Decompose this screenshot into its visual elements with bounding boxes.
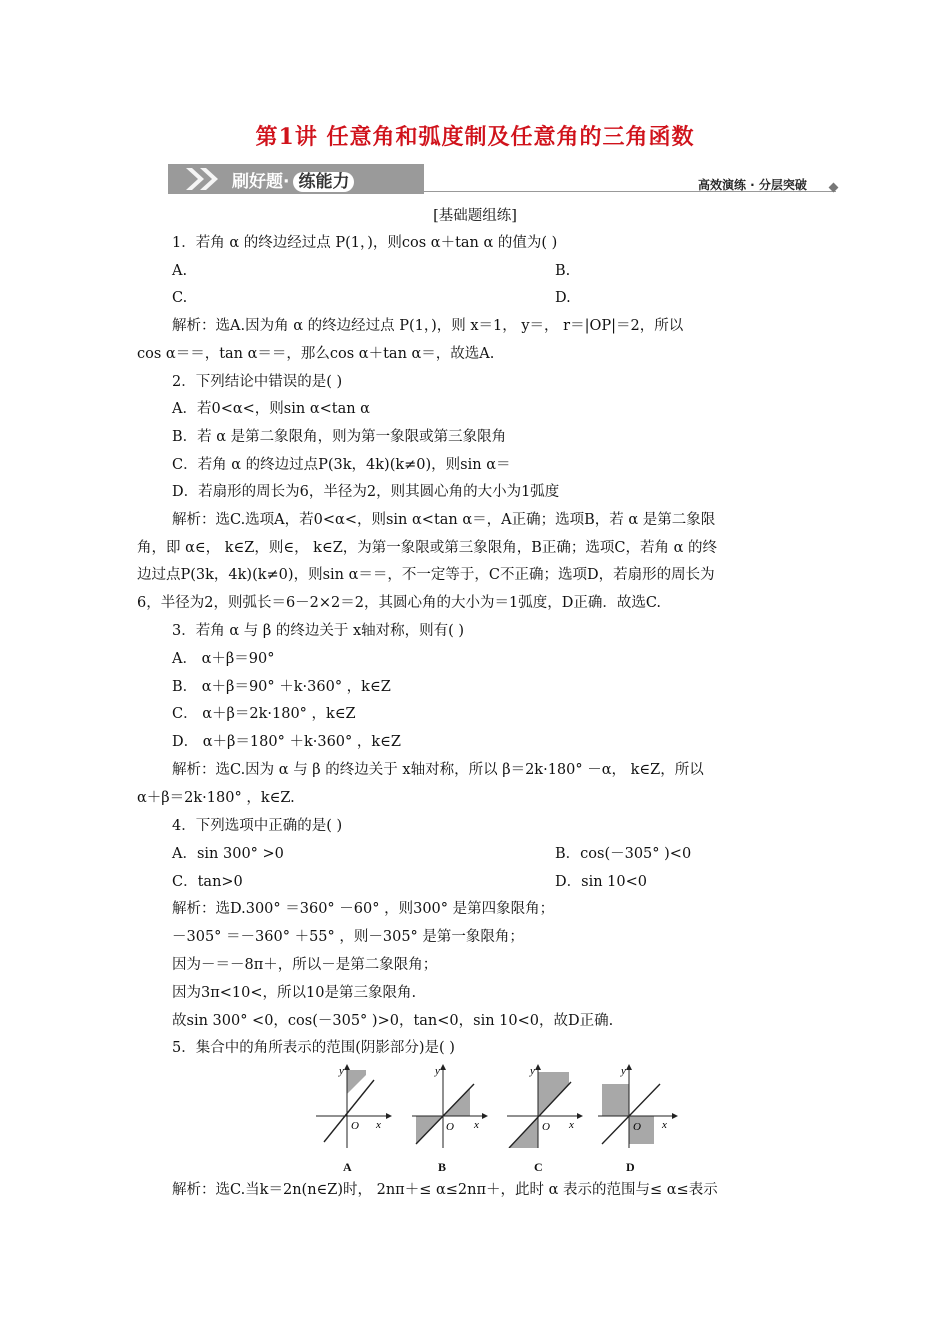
shaded-region [347, 1070, 366, 1094]
figure-b-label: B [438, 1160, 447, 1174]
origin-label: O [633, 1121, 641, 1133]
origin-label: O [351, 1120, 359, 1132]
question-2-stem: 2．下列结论中错误的是( ) [172, 374, 343, 390]
q3-option-a: A． α＋β＝90° [172, 651, 275, 667]
origin-label: O [446, 1121, 454, 1133]
arrow-icon [626, 1064, 632, 1070]
arrow-icon [672, 1113, 678, 1119]
q1-option-b: B. [555, 263, 571, 279]
q4-solution-line-4: 因为3π<10<，所以10是第三象限角. [172, 985, 417, 1001]
q2-option-b: B．若 α 是第二象限角，则为第一象限或第三象限角 [172, 429, 507, 445]
q3-solution-line-2: α＋β＝2k·180° ，k∈Z. [137, 790, 295, 806]
figure-a-label: A [343, 1160, 352, 1174]
q4-option-b: B．cos(－305° )<0 [555, 846, 692, 862]
figure-c-label: C [534, 1160, 543, 1174]
x-label: x [474, 1119, 479, 1131]
figure-c-diagram [505, 1064, 583, 1148]
figure-d-label: D [626, 1160, 635, 1174]
q4-option-d: D．sin 10<0 [555, 874, 647, 890]
q2-solution-line-1: 解析：选C.选项A，若0<α<，则sin α<tan α＝，A正确；选项B，若 α 是第二象限 [172, 512, 716, 528]
origin-label: O [542, 1121, 550, 1133]
page-title: 第1讲 任意角和弧度制及任意角的三角函数 [255, 124, 695, 150]
question-4-stem: 4．下列选项中正确的是( ) [172, 818, 343, 834]
q1-option-a: A. [172, 263, 188, 279]
q4-solution-line-3: 因为－＝－8π＋，所以－是第二象限角； [172, 957, 438, 973]
y-label: y [339, 1065, 344, 1077]
arrow-icon [344, 1064, 350, 1070]
figure-b-diagram [410, 1064, 488, 1148]
q3-solution-line-1: 解析：选C.因为 α 与 β 的终边关于 x轴对称，所以 β＝2k·180° －α， k∈Z，所以 [172, 762, 704, 778]
figure-d-diagram [596, 1064, 680, 1148]
q4-option-c: C．tan>0 [172, 874, 243, 890]
q1-option-c: C. [172, 290, 188, 306]
q4-solution-line-5: 故sin 300° <0，cos(－305° )>0，tan<0，sin 10<0，故D正确. [172, 1013, 614, 1029]
figure-a-diagram [314, 1064, 392, 1148]
shaded-region [538, 1072, 569, 1116]
q1-solution-line-2: cos α＝＝，tan α＝＝，那么cos α＋tan α＝，故选A. [137, 346, 495, 362]
q2-solution-line-4: 6，半径为2，则弧长＝6－2×2＝2，其圆心角的大小为＝1弧度，D正确．故选C. [137, 595, 662, 611]
q3-option-b: B． α＋β＝90° ＋k·360° ，k∈Z [172, 679, 391, 695]
banner-subtitle: 高效演练 · 分层突破 [698, 178, 807, 192]
q1-solution-line-1: 解析：选A.因为角 α 的终边经过点 P(1，)，则 x＝1， y＝， r＝|OP|＝2，所以 [172, 318, 684, 334]
shaded-region [602, 1084, 629, 1116]
question-3-stem: 3．若角 α 与 β 的终边关于 x轴对称，则有( ) [172, 623, 465, 639]
banner-label [232, 167, 354, 192]
q5-solution-line-1: 解析：选C.当k＝2n(n∈Z)时， 2nπ＋≤ α≤2nπ＋，此时 α 表示的范围与≤ α≤表示 [172, 1182, 718, 1198]
banner-main-text: 刷好题 [232, 172, 283, 192]
x-label: x [662, 1119, 667, 1131]
q3-option-d: D． α＋β＝180° ＋k·360° ，k∈Z [172, 734, 401, 750]
q4-option-a: A．sin 300° >0 [172, 846, 284, 862]
arrow-icon [535, 1064, 541, 1070]
q4-solution-line-1: 解析：选D.300° ＝360° －60° ，则300° 是第四象限角； [172, 901, 555, 917]
arrow-icon [577, 1113, 583, 1119]
q2-option-c: C．若角 α 的终边过点P(3k，4k)(k≠0)，则sin α＝ [172, 457, 511, 473]
y-label: y [530, 1065, 535, 1077]
q3-option-c: C． α＋β＝2k·180° ，k∈Z [172, 706, 356, 722]
q2-option-a: A．若0<α<，则sin α<tan α [172, 401, 370, 417]
arrow-icon [482, 1113, 488, 1119]
q2-solution-line-2: 角，即 α∈， k∈Z，则∈， k∈Z，为第一象限或第三象限角，B正确；选项C，若角 α 的终 [137, 540, 718, 556]
arrow-icon [440, 1064, 446, 1070]
q4-solution-line-2: －305° ＝－360° ＋55° ，则－305° 是第一象限角； [172, 929, 524, 945]
banner-highlight: 练能力 [293, 172, 354, 192]
x-label: x [569, 1119, 574, 1131]
q2-option-d: D．若扇形的周长为6，半径为2，则其圆心角的大小为1弧度 [172, 484, 560, 500]
question-5-stem: 5．集合中的角所表示的范围(阴影部分)是( ) [172, 1040, 455, 1056]
arrow-icon [386, 1113, 392, 1119]
q1-option-d: D. [555, 290, 571, 306]
y-label: y [435, 1065, 440, 1077]
x-label: x [376, 1119, 381, 1131]
q2-solution-line-3: 边过点P(3k，4k)(k≠0)，则sin α＝＝，不一定等于，C不正确；选项D，若扇形的周长为 [137, 567, 715, 583]
y-label: y [621, 1065, 626, 1077]
section-heading: [基础题组练] [433, 208, 517, 224]
banner-dot: · [283, 172, 290, 192]
question-1-stem: 1．若角 α 的终边经过点 P(1，)，则cos α＋tan α 的值为( ) [172, 235, 558, 251]
